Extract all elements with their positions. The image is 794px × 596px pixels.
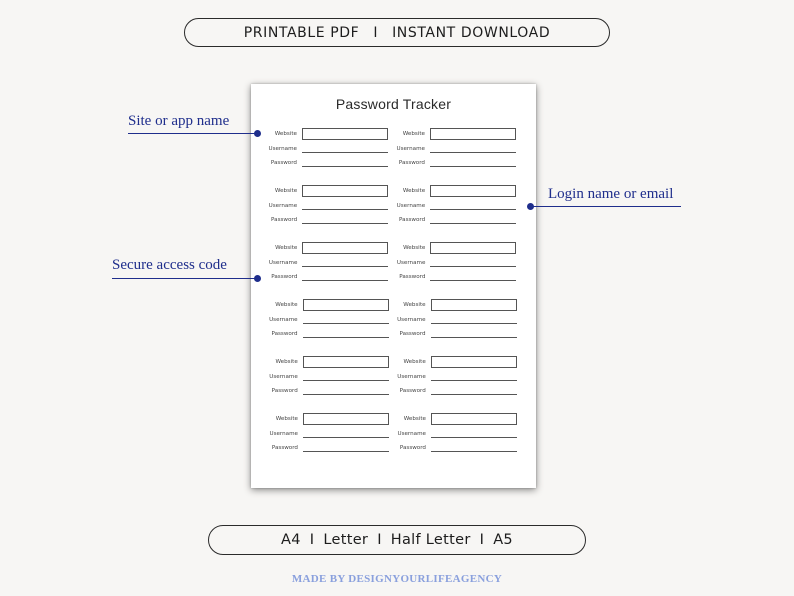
website-label: Website xyxy=(403,416,426,422)
tracker-entry xyxy=(252,299,372,347)
password-line xyxy=(302,280,388,281)
password-line xyxy=(431,394,517,395)
website-box xyxy=(431,413,517,425)
callout-code-line xyxy=(112,278,258,279)
password-label: Password xyxy=(399,331,426,337)
password-label: Password xyxy=(271,331,298,337)
username-label: Username xyxy=(268,146,297,152)
callout-login-label: Login name or email xyxy=(548,186,674,202)
password-line xyxy=(431,337,517,338)
username-label: Username xyxy=(396,146,425,152)
website-box xyxy=(430,185,516,197)
password-label: Password xyxy=(399,388,426,394)
credit-text: MADE BY DESIGNYOURLIFEAGENCY xyxy=(291,573,503,585)
size-letter: Letter xyxy=(323,532,369,548)
format-instant-download: INSTANT DOWNLOAD xyxy=(392,24,551,41)
banner-separator: I xyxy=(479,532,485,548)
tracker-entry xyxy=(380,413,500,461)
username-label: Username xyxy=(397,431,426,437)
banner-separator: I xyxy=(309,532,315,548)
username-label: Username xyxy=(268,260,298,266)
tracker-entry xyxy=(379,128,499,176)
username-line xyxy=(431,380,517,381)
password-line xyxy=(430,166,516,167)
username-line xyxy=(302,209,388,210)
password-label: Password xyxy=(399,217,426,223)
website-box xyxy=(302,242,388,254)
password-line xyxy=(302,166,388,167)
callout-site-dot xyxy=(254,130,261,137)
password-line xyxy=(431,451,517,452)
password-label: Password xyxy=(399,445,426,451)
username-label: Username xyxy=(396,203,426,209)
password-label: Password xyxy=(271,388,298,394)
size-banner xyxy=(208,525,586,555)
password-line xyxy=(430,280,516,281)
password-line xyxy=(430,223,516,224)
banner-separator: I xyxy=(377,532,382,548)
website-box xyxy=(431,299,517,311)
username-label: Username xyxy=(268,203,298,209)
website-box xyxy=(302,128,388,140)
password-label: Password xyxy=(271,217,298,223)
website-label: Website xyxy=(275,245,298,251)
callout-login-line xyxy=(531,206,681,207)
website-label: Website xyxy=(275,359,298,365)
username-line xyxy=(302,266,388,267)
website-label: Website xyxy=(402,188,426,194)
tracker-entry xyxy=(380,356,500,404)
password-line xyxy=(303,337,389,338)
tracker-entry xyxy=(251,128,371,176)
website-label: Website xyxy=(403,302,426,308)
callout-code-dot xyxy=(254,275,261,282)
password-label: Password xyxy=(270,160,297,166)
tracker-entry xyxy=(380,299,500,347)
website-box xyxy=(430,242,516,254)
username-label: Username xyxy=(269,317,298,323)
website-box xyxy=(430,128,516,140)
username-label: Username xyxy=(397,317,426,323)
password-label: Password xyxy=(271,274,298,280)
password-line xyxy=(303,451,389,452)
password-tracker-sheet xyxy=(251,84,536,488)
username-line xyxy=(303,437,389,438)
sheet-title: Password Tracker xyxy=(335,96,452,112)
website-label: Website xyxy=(274,188,298,194)
website-box xyxy=(303,356,389,368)
callout-login-dot xyxy=(527,203,534,210)
size-a4: A4 xyxy=(281,532,301,548)
website-label: Website xyxy=(275,302,298,308)
password-label: Password xyxy=(271,445,298,451)
tracker-entry xyxy=(251,185,371,233)
password-label: Password xyxy=(399,274,426,280)
website-box xyxy=(303,299,389,311)
callout-site-line xyxy=(128,133,258,134)
username-label: Username xyxy=(396,260,426,266)
size-a5: A5 xyxy=(493,532,513,548)
password-line xyxy=(302,223,388,224)
callout-site-label: Site or app name xyxy=(128,113,230,129)
website-box xyxy=(431,356,517,368)
website-box xyxy=(302,185,388,197)
username-line xyxy=(303,380,389,381)
tracker-entry xyxy=(379,185,499,233)
username-line xyxy=(430,209,516,210)
format-printable-pdf: PRINTABLE PDF xyxy=(243,24,360,41)
website-label: Website xyxy=(275,416,298,422)
username-line xyxy=(430,266,516,267)
tracker-entry xyxy=(252,356,372,404)
website-label: Website xyxy=(402,131,425,137)
username-line xyxy=(431,323,517,324)
tracker-entry xyxy=(379,242,499,290)
banner-separator: I xyxy=(373,24,379,41)
website-label: Website xyxy=(403,245,426,251)
password-line xyxy=(303,394,389,395)
website-box xyxy=(303,413,389,425)
username-line xyxy=(303,323,389,324)
password-label: Password xyxy=(398,160,425,166)
tracker-entry xyxy=(251,242,371,290)
website-label: Website xyxy=(274,131,297,137)
username-label: Username xyxy=(269,374,298,380)
username-line xyxy=(431,437,517,438)
username-line xyxy=(302,152,388,153)
size-half-letter: Half Letter xyxy=(390,532,471,548)
callout-code-label: Secure access code xyxy=(112,257,227,273)
username-line xyxy=(430,152,516,153)
website-label: Website xyxy=(403,359,426,365)
format-banner xyxy=(184,18,610,47)
tracker-entry xyxy=(252,413,372,461)
username-label: Username xyxy=(397,374,426,380)
username-label: Username xyxy=(269,431,298,437)
